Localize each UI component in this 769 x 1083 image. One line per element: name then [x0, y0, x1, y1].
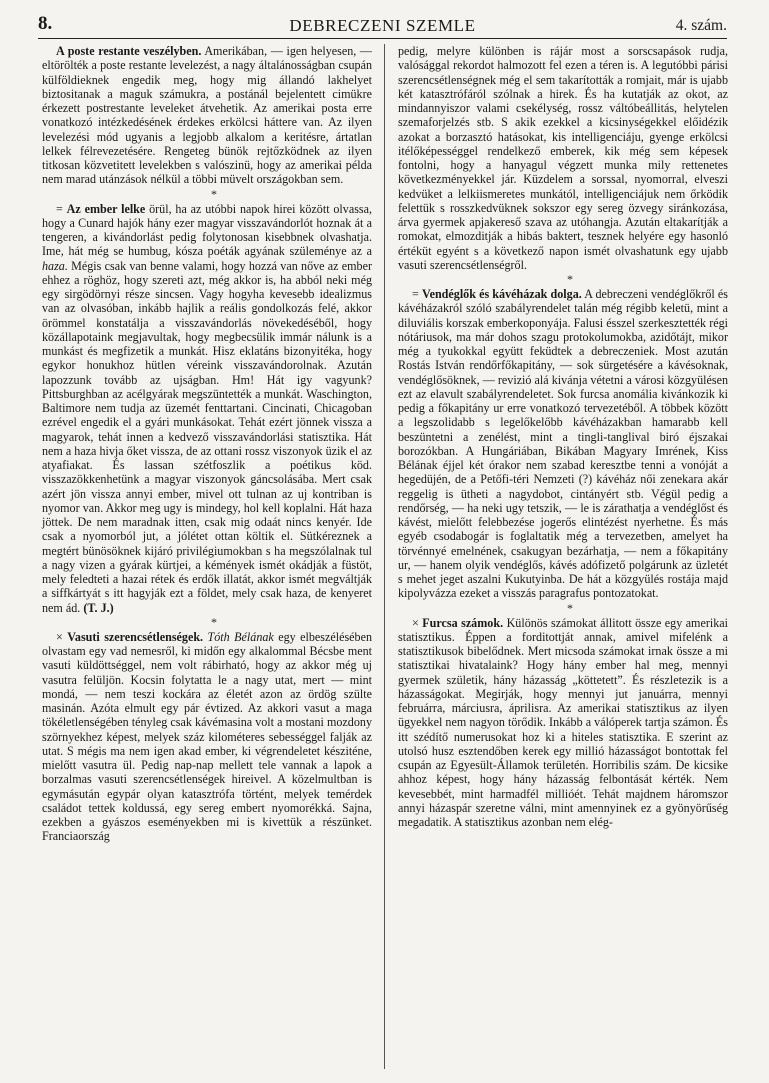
right-column: [398, 44, 728, 829]
article-text: Mégis csak van benne valami, hogy hozzá van nőve az ember ehhez a röghöz, hogy szereti azt, még akkor is, ha abból neki még egy sirgödörnyi része sincsen. Vagy hogyha kevesebb idealizmus van az olvasóban, inkább hajlik a reális gondolkozás felé, akkor örömmel konstatálja a visszavándorlás növekedéséből, hogy közállapotaink megjavultak, hogy megbecsülik immár nálunk is a munkást és megfizetik a munkát. Hisz eklatáns bizonyitéka, hogy egykor honukhoz hütlen véreink visszavándorolnak. Azután lapozzunk tovább az ujságban. Hm! Hát igy vagyunk? Pittsburghban az acélgyárak megszüntették a munkát. Waschington, Baltimore nem tudja az üzemét fenttartani. Cincinati, Chicagoban ezrével engedik el a gyári munkásokat. Tehát ezért jönnek vissza a magyarok, tehát innen a kedvező visszavándorlási statisztika. Hát nem a haza hivja őket vissza, de az ottani rossz viszonyok üzik el az atyafiakat. És lassan szétfoszlik a poétikus köd. visszazökkenhetünk a magyar viszonyok gáncsolásába. Mert csak azért jön vissza annyi ember, mivel ott tulnan az uj kontriban is nyomor van. Akkor meg ugy is mindegy, hol kell koplalni. Hát haza jöttek. De nem maradnak itten, csak mig odaát nincs kenyér. Ide csak a nyomorból jut, a jólétet ottan költik el. Sütkéreznek a megtért bünösöknek kijáró privilégiumokban s ha megszólalnak tul a nagy vizen a gyárak kürtjei, a kémények ismét okádják a füstöt, mely feledteti a hazai rétek és erdők illatát, akkor ismét megváltják a siffkártyát s itt hagyják ezt a földet, mely csak haza, de kenyeret nem ád.: [42, 258, 372, 615]
article-text: Amerikában, — igen helyesen, — eltörölték a poste restante levelezést, a nagy általánosságban csupán külföldieknek engedik meg, hogy mig állandó lakhelyet biztositanak a maguk számukra, a postánál bejelentett cimükre érkezett postrestante leveleket átvehetik. Az amerikai posta erre vonatkozó intézkedésének érdekes erkölcsi háttere van. Az ilyen levelezési mód ugyanis a legjobb alkalom a keritésre, ártatlan lelkek félrevezetésére. Rengeteg bünök rejtőzködnek az ilyen titkosan közvetitett levelekben s valószinü, hogy az amerikai példa nem marad utánzások nélkül a többi müvelt országokban sem.: [42, 44, 372, 187]
article-continuation: pedig, melyre különben is rájár most a sorscsapások rudja, valósággal rekordot halmozott fel ezen a téren is. A legutóbbi párisi szerencsétlenségnek még el sem takarították a romjait, már is ujabb két katasztrófáról szólnak a hirek. És ha kutatják az okot, az mindannyiszor valami csekélység, rossz váltóbeállitás, helytelen szemaforjelzés stb. S akik ezekkel a kicsinységekkel előidézik azokat a borzasztó hatásokat, kis intelligenciáju, gyenge erkölcsi itélőképességgel rendelkező emberek, kik még sem képesek fontolni, hogy a hanyagul végzett munka mily rettenetes következményekkel jár. Küzdelem a sorssal, nyomorral, elveszi kedvüket a lelkiismeretes munkától, intelligenciájuk nem őrködik felettük s rosszkedvüknek sokszor egy sereg özvegy siránkozása, árva gyermek apjakereső szava az utóhangja. Azután eltakarítják a romokat, elmozditják a hibás baktert, tesznek helyére egy hasonló értéküt egyént s a következő napon ismét olvashatunk egy ujabb vasuti szerencsétlenségről.: [398, 44, 728, 272]
article-text: egy elbeszélésében olvastam egy vad nemesről, ki midőn egy alkalommal Bécsbe ment vasuti küldöttséggel, nem volt rábirható, hogy az akkor még uj vasutra felüljön. Kocsin folytatta le a nagy utat, mert — mint mondá, — nem teszi kockára az életét azon az ördög szülte masinán. Azóta elmult egy pár évtized. Az akkori vasut a maga tökéletlenségében tényleg csak kávémasina volt a mostani mozdony szörnyekhez képest, melyek száz kilométeres sebességgel falják az utat. S mégis ma nem igen akad ember, ki végrendeletet késziténe, mielőtt vasutra ül. Pedig nap-nap mellett tele vannak a lapok a borzalmas vasuti szerencsétlenségek hireivel. A közelmultban is egymásután egypár olyan katasztrófa történt, melyek temérdek családot tettek koldussá, egy sereg embert nyomorékká. Sajna, ezekben a gyászos eseményekben mi is kivettük a részünket. Franciaország: [42, 629, 373, 844]
section-separator: *: [567, 272, 573, 286]
article-marker: ×: [56, 629, 68, 644]
article-marker: =: [56, 201, 67, 216]
issue-number: 4. szám.: [675, 17, 727, 34]
page-number: 8.: [38, 13, 53, 34]
article-vasuti: [42, 630, 372, 844]
article-title: Vendéglők és kávéházak dolga.: [421, 287, 582, 301]
article-signature: (T. J.): [83, 600, 114, 615]
column-divider: [384, 44, 385, 1069]
article-text: Különös számokat állitott össze egy amerikai statisztikus. Éppen a forditottját annak, amivel mifelénk a statisztikusok bibelődnek. Mert micsoda számokat irnak össze a mi statisztikai hivatalaink? Hogy hány ember hal meg, mennyi gyermek születik, hány házasság „köttetett”. És részletezik is a házasságokat. Megirják, hogy mennyi jut januárra, mennyi februárra, márciusra, áprilisra. Az amerikai statisztikus az ilyen ügyekkel nem nagyon törődik. Inkább a válóperek tartja számon. És itt szédítő numerusokat hoz ki a hiteles statisztika. E szerint az utolsó husz esztendőben kerek egy millió házasságot bontottak fel csupán az Egyesült-Államok területén. Horribilis szám. De kicsike ahhoz képest, hogy hány házasság felbontását kérték. Nem kevesebbét, mint harmadfél millióét. Tehát majdnem háromszor annyi házaspár szeretne válni, mint amennyinek ez a gyönyörűség megadatik. A statisztikus azonban nem elég-: [398, 615, 728, 829]
left-column: [42, 44, 372, 844]
article-marker: ×: [412, 615, 423, 630]
section-separator: *: [567, 600, 573, 615]
emphasis-text: haza.: [42, 258, 68, 273]
article-marker: =: [412, 287, 422, 301]
section-separator: *: [211, 186, 217, 201]
running-title: DEBRECZENI SZEMLE: [289, 16, 476, 35]
article-text: örül, ha az utóbbi napok hirei között olvassa, hogy a Cunard hajók hány ezer magyar visszavándorlót hoznak át a tengeren, a kivándorlást pedig folytonosan kisebbnek olvashatja. Ime, hát még se humbug, kósza poéták agyának szüleménye az a: [42, 201, 372, 259]
article-poste-restante: [42, 44, 372, 187]
author-name: Tóth Bélának: [207, 629, 274, 644]
article-title: A poste restante veszélyben.: [56, 44, 202, 58]
article-furcsa-szamok: [398, 616, 728, 830]
header-rule: [38, 38, 727, 39]
article-title: Furcsa számok.: [422, 615, 504, 630]
article-ember-lelke: [42, 202, 372, 615]
article-vendeglok: [398, 287, 728, 601]
article-title: Az ember lelke: [66, 201, 146, 216]
section-separator: *: [211, 614, 217, 629]
article-text: A debreczeni vendéglőkről és kávéházakról szóló szabályrendelet talán még régibb keletü, mint a diluviális korszak emberkoponyája. Falusi ésszel szerkesztették régi nótáriusok, ma már dohos szagu protokolumokba, azidőtájt, mikor még a tyukokkal együtt feküdtek a debreczeniek. Most azután Rostás István rendőrfőkapitány, — sok sürgetésére a kávésoknak, vendéglősöknek, — revizió alá kivánja vétetni a városi közgyülésen ezt az elavult szabályrendeletet. Sok furcsa anomália kivánkozik ki pedig a főkapitány ur erre vonatkozó tervezetéből. A többek között a legszolidabb s legelőkelőbb kávéházakban hamarabb kell beszüntetni a zenélést, mint a tingli-tanglival biró éjszakai borozókban. A Hungáriában, Bikában Magyary Imrének, Kiss Bélának éjjel két órakor nem szabad keresztbe tenni a vonóját a hegedüjén, de a Petőfi-téri Nemzeti (?) kávéház női zenekara akár reggelig is ütheti a nagydobot, cintányért stb. Végül pedig a rendőrség, — ha neki ugy tetszik, — le is zárathatja a vendéglőst és kávést, mielőtt felebbezése jogerős elintézést nyerhetne. És más egyéb csodabogár is foglaltatik még a tervezetben, amelyet ha törvénnyé emelnének, csakugyan bezárhatja, — nem a főkapitány ur, — hanem olyik vendéglős, kávés adófizető polgárunk az üzletét s mehet jeget aszalni Kukutyinba. De hát a közgyülés rostája majd kipolyvázza ezeket a visszás paragrafus pontozatokat.: [398, 287, 728, 601]
article-title: Vasuti szerencsétlenségek.: [67, 629, 204, 644]
